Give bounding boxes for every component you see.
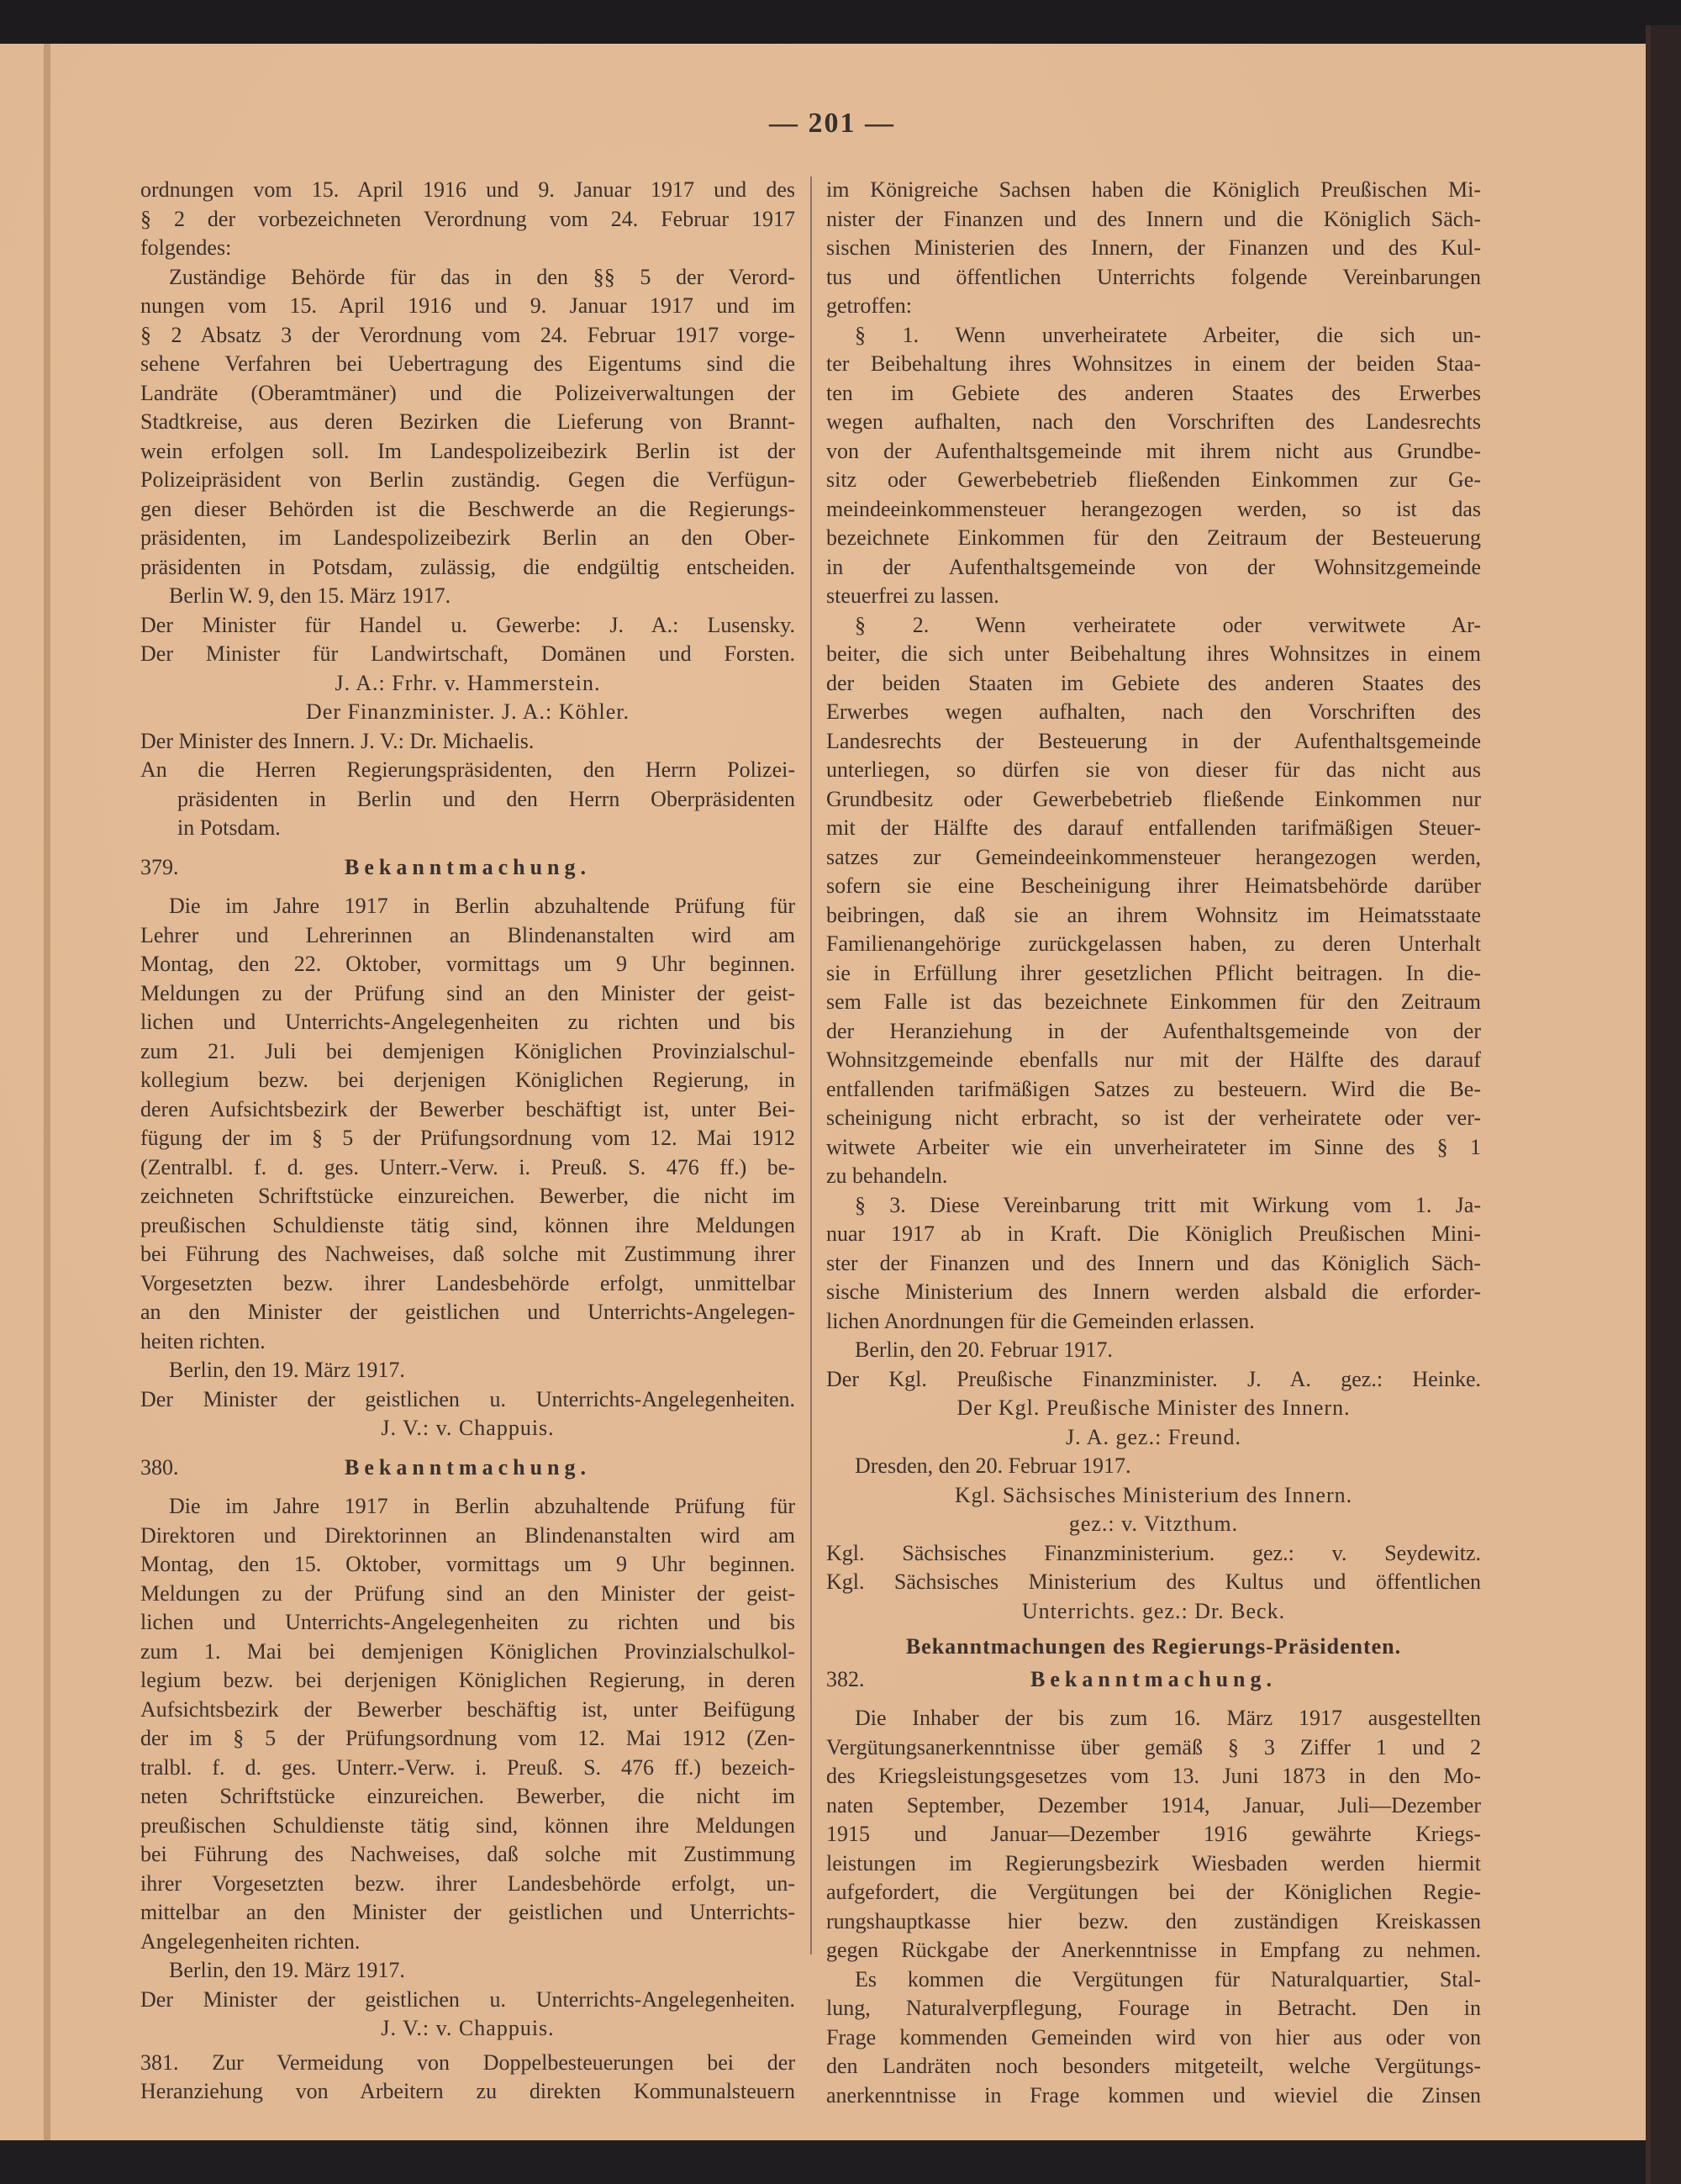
text-line: rungshauptkasse hier bezw. den zuständigen Kreiskassen [826, 1908, 1481, 1933]
text-line: deren Aufsichtsbezirk der Bewerber beschäftigt ist, unter Bei- [140, 1096, 795, 1121]
date-line: Berlin W. 9, den 15. März 1917. [169, 583, 451, 608]
text-line: tus und öffentlichen Unterrichts folgende Vereinbarungen [826, 264, 1481, 289]
text-line: preußischen Schuldienste tätig sind, können ihre Meldungen [140, 1812, 795, 1838]
text-line: kollegium bezw. bei derjenigen Königlichen Regierung, in [140, 1068, 795, 1092]
text-line: zum 1. Mai bei demjenigen Königlichen Provinzialschulkol- [140, 1638, 795, 1664]
text-line: sie in Erfüllung ihrer gesetzlichen Pflicht beitragen. In die- [826, 960, 1481, 985]
signature-line: gez.: v. Vitzthum. [1068, 1511, 1239, 1536]
text-line: Kgl. Sächsisches Finanzministerium. gez.: v. Seydewitz. [826, 1540, 1481, 1565]
text-line: präsidenten in Potsdam, zulässig, die endgültig entscheiden. [140, 554, 795, 579]
text-line: gen dieser Behörden ist die Beschwerde an die Regierungs- [140, 496, 795, 521]
text-line: scheinigung nicht erbracht, so ist der verheiratete oder ver- [826, 1105, 1481, 1130]
text-line: Es kommen die Vergütungen für Naturalquartier, Stal- [855, 1966, 1481, 1991]
text-line: Landesrechts der Besteuerung in der Aufenthaltsgemeinde [826, 728, 1481, 753]
text-line: beibringen, daß sie an ihrem Wohnsitz im Heimatsstaate [826, 902, 1481, 927]
text-line: Die im Jahre 1917 in Berlin abzuhaltende Prüfung für [169, 1494, 795, 1518]
text-line: Die Inhaber der bis zum 16. März 1917 ausgestellten [855, 1706, 1481, 1730]
text-line: satzes zur Gemeindeeinkommensteuer herangezogen werden, [826, 844, 1481, 869]
page-gutter-fold [44, 44, 50, 2140]
announcement-title: Bekanntmachung. [345, 854, 591, 879]
text-line: leistungen im Regierungsbezirk Wiesbaden werden hiermit [826, 1850, 1481, 1875]
text-line: ten im Gebiete des anderen Staates des Erwerbes [826, 380, 1481, 405]
text-line: Direktoren und Direktorinnen an Blindenanstalten wird am [140, 1522, 795, 1548]
text-line: Lehrer und Lehrerinnen an Blindenanstalten wird am [140, 922, 795, 947]
signature-line: J. A.: Frhr. v. Hammerstein. [335, 670, 601, 695]
text-line: den Landräten noch besonders mitgeteilt, welche Vergütungs- [826, 2054, 1481, 2078]
text-line: präsidenten in Berlin und den Herrn Oberpräsidenten [177, 786, 795, 811]
text-line: Zuständige Behörde für das in den §§ 5 der Verord- [169, 264, 795, 289]
text-line: wein erfolgen soll. Im Landespolizeibezirk Berlin ist der [140, 438, 795, 463]
text-line: Erwerbes wegen aufhalten, nach den Vorschriften des [826, 699, 1481, 724]
text-line: der beiden Staaten im Gebiete des anderen Staates des [826, 670, 1481, 695]
text-line: § 3. Diese Vereinbarung tritt mit Wirkung vom 1. Ja- [855, 1192, 1481, 1217]
text-line: heiten richten. [140, 1328, 266, 1353]
section-title: Bekanntmachungen des Regierungs-Präsidenten. [905, 1634, 1402, 1659]
text-line: zeichneten Schriftstücke einzureichen. Bewerber, die nicht im [140, 1184, 795, 1208]
text-line: § 2. Wenn verheiratete oder verwitwete Ar- [855, 612, 1481, 637]
text-line: lichen und Unterrichts-Angelegenheiten zu richten und bis [140, 1010, 795, 1034]
text-line: des Kriegsleistungsgesetzes vom 13. Juni 1873 in den Mo- [826, 1764, 1481, 1788]
text-line: im Königreiche Sachsen haben die Königlich Preußischen Mi- [826, 177, 1481, 202]
announcement-number: 382. [826, 1666, 865, 1691]
text-line: bei Führung des Nachweises, daß solche mit Zustimmung [140, 1842, 795, 1866]
date-line: Berlin, den 19. März 1917. [169, 1958, 405, 1982]
text-line: Familienangehörige zurückgelassen haben, zu deren Unterhalt [826, 931, 1481, 956]
date-line: Berlin, den 19. März 1917. [169, 1358, 405, 1382]
text-line: Der Minister für Handel u. Gewerbe: J. A.: Lusensky. [140, 612, 795, 637]
signature-line: Der Finanzminister. J. A.: Köhler. [306, 699, 630, 724]
text-line: in Potsdam. [177, 815, 281, 840]
text-line: unterliegen, so dürfen sie von dieser für das nicht aus [826, 757, 1481, 782]
text-line: sischen Ministerien des Innern, der Finanzen und des Kul- [826, 235, 1481, 260]
text-line: lichen Anordnungen für die Gemeinden erlassen. [826, 1308, 1255, 1333]
text-line: der im § 5 der Prüfungsordnung vom 12. Mai 1912 (Zen- [140, 1726, 795, 1750]
text-line: sehene Verfahren bei Uebertragung des Eigentums sind die [140, 351, 795, 376]
text-line: aufgefordert, die Vergütungen bei der Königlichen Regie- [826, 1880, 1481, 1904]
text-line: preußischen Schuldienste tätig sind, können ihre Meldungen [140, 1212, 795, 1237]
text-line: folgendes: [140, 235, 232, 260]
text-line: mittelbar an den Minister der geistlichen und Unterrichts- [140, 1900, 795, 1924]
text-line: § 2 der vorbezeichneten Verordnung vom 24. Februar 1917 [140, 206, 795, 231]
text-line: ster der Finanzen und des Innern und das Königlich Säch- [826, 1250, 1481, 1275]
text-line: fügung der im § 5 der Prüfungsordnung vom 12. Mai 1912 [140, 1126, 795, 1150]
text-line: Grundbesitz oder Gewerbebetrieb fließende Einkommen nur [826, 786, 1481, 811]
announcement-heading [826, 1665, 1481, 1695]
date-line: Berlin, den 20. Februar 1917. [855, 1337, 1113, 1362]
text-line: tralbl. f. d. ges. Unterr.-Verw. i. Preuß. S. 476 ff.) bezeich- [140, 1754, 795, 1780]
signature-line: J. V.: v. Chappuis. [381, 2016, 555, 2040]
text-line: Der Minister für Landwirtschaft, Domänen und Forsten. [140, 641, 795, 666]
text-line: Angelegenheiten richten. [140, 1928, 361, 1954]
text-line: Wohnsitzgemeinde ebenfalls nur mit der Hälfte des darauf [826, 1047, 1481, 1072]
text-line: mit der Hälfte des darauf entfallenden tarifmäßigen Steuer- [826, 815, 1481, 840]
announcement-number: 380. [140, 1454, 179, 1480]
text-line: § 1. Wenn unverheiratete Arbeiter, die sich un- [855, 322, 1481, 347]
text-line: § 2 Absatz 3 der Verordnung vom 24. Februar 1917 vorge- [140, 322, 795, 347]
signature-line: J. V.: v. Chappuis. [381, 1416, 555, 1440]
text-line: neten Schriftstücke einzureichen. Bewerber, die nicht im [140, 1784, 795, 1808]
text-line: lung, Naturalverpflegung, Fourage in Betracht. Den in [826, 1996, 1481, 2020]
text-line: sofern sie eine Bescheinigung ihrer Heimatsbehörde darüber [826, 873, 1481, 898]
announcement-title: Bekanntmachung. [1030, 1666, 1277, 1691]
text-line: sitz oder Gewerbebetrieb fließenden Einkommen zur Ge- [826, 467, 1481, 492]
text-line: Vergütungsanerkenntnisse über gemäß § 3 Ziffer 1 und 2 [826, 1734, 1481, 1759]
book-cover-edge [1646, 25, 1681, 2184]
text-line: lichen und Unterrichts-Angelegenheiten zu richten und bis [140, 1610, 795, 1634]
text-line: Meldungen zu der Prüfung sind an den Minister der geist- [140, 1580, 795, 1606]
text-line: entfallenden tarifmäßigen Satzes zu besteuern. Wird die Be- [826, 1076, 1481, 1101]
text-line: Aufsichtsbezirk der Bewerber beschäftig ist, unter Beifügung [140, 1696, 795, 1722]
text-line: witwete Arbeiter wie ein unverheirateter im Sinne des § 1 [826, 1134, 1481, 1159]
text-line: wegen aufhalten, nach den Vorschriften des Landesrechts [826, 409, 1481, 434]
signature-line: Der Kgl. Preußische Minister des Innern. [956, 1395, 1351, 1420]
date-line: Dresden, den 20. Februar 1917. [855, 1453, 1131, 1478]
text-line: 381. Zur Vermeidung von Doppelbesteuerungen bei der [140, 2049, 795, 2075]
scan-background-top [0, 0, 1681, 44]
text-line: nister der Finanzen und des Innern und die Königlich Säch- [826, 206, 1481, 231]
text-line: Vorgesetzten bezw. ihrer Landesbehörde erfolgt, unmittelbar [140, 1270, 795, 1295]
announcement-title: Bekanntmachung. [345, 1454, 591, 1480]
text-line: (Zentralbl. f. d. ges. Unterr.-Verw. i. Preuß. S. 476 ff.) be- [140, 1154, 795, 1179]
text-line: bei Führung des Nachweises, daß solche mit Zustimmung ihrer [140, 1242, 795, 1266]
text-line: Polizeipräsident von Berlin zuständig. Gegen die Verfügun- [140, 467, 795, 492]
text-line: der Heranziehung in der Aufenthaltsgemeinde von der [826, 1018, 1481, 1043]
text-line: ter Beibehaltung ihres Wohnsitzes in einem der beiden Staa- [826, 351, 1481, 376]
text-line: Meldungen zu der Prüfung sind an den Minister der geist- [140, 980, 795, 1005]
text-line: an den Minister der geistlichen und Unterrichts-Angelegen- [140, 1300, 795, 1324]
page-number: — 201 — [769, 108, 895, 139]
text-line: sische Ministerium des Innern werden alsbald die erforder- [826, 1279, 1481, 1304]
text-line: Frage kommenden Gemeinden wird von hier aus oder von [826, 2024, 1481, 2049]
text-line: gegen Rückgabe der Anerkenntnisse in Empfang zu nehmen. [826, 1938, 1481, 1962]
text-line: in der Aufenthaltsgemeinde von der Wohnsitzgemeinde [826, 554, 1481, 579]
signature-line: J. A. gez.: Freund. [1066, 1424, 1241, 1449]
right-column [826, 176, 1481, 2110]
announcement-heading [140, 1453, 795, 1483]
text-line: ihrer Vorgesetzten bezw. ihrer Landesbehörde erfolgt, un- [140, 1870, 795, 1896]
text-line: nuar 1917 ab in Kraft. Die Königlich Preußischen Mini- [826, 1221, 1481, 1246]
text-line: steuerfrei zu lassen. [826, 583, 999, 608]
text-line: Montag, den 22. Oktober, vormittags um 9 Uhr beginnen. [140, 952, 795, 976]
left-column [140, 176, 795, 2107]
text-line: anerkenntnisse in Frage kommen und wieviel die Zinsen [826, 2082, 1481, 2108]
text-line: ordnungen vom 15. April 1916 und 9. Januar 1917 und des [140, 177, 795, 202]
text-line: beiter, die sich unter Beibehaltung ihres Wohnsitzes in einem [826, 641, 1481, 666]
signature-line: Kgl. Sächsisches Ministerium des Innern. [954, 1482, 1353, 1507]
text-line: bezeichnete Einkommen für den Zeitraum der Besteuerung [826, 525, 1481, 550]
text-line: sem Falle ist das bezeichnete Einkommen für den Zeitraum [826, 989, 1481, 1014]
column-divider [810, 177, 812, 1955]
text-line: Der Minister des Innern. J. V.: Dr. Michaelis. [140, 728, 535, 753]
text-line: Der Minister der geistlichen u. Unterrichts-Angelegenheiten. [140, 1986, 795, 2012]
text-line: Landräte (Oberamtmäner) und die Polizeiverwaltungen der [140, 380, 795, 405]
text-line: Die im Jahre 1917 in Berlin abzuhaltende Prüfung für [169, 894, 795, 918]
text-line: 1915 und Januar—Dezember 1916 gewährte Kriegs- [826, 1822, 1481, 1846]
text-line: Kgl. Sächsisches Ministerium des Kultus und öffentlichen [826, 1569, 1481, 1594]
text-line: zu behandeln. [826, 1163, 948, 1188]
signature-line: Unterrichts. gez.: Dr. Beck. [1021, 1598, 1286, 1623]
announcement-heading [140, 853, 795, 883]
text-line: präsidenten, im Landespolizeibezirk Berlin an den Ober- [140, 525, 795, 550]
text-line: getroffen: [826, 293, 913, 318]
text-line: meindeeinkommensteuer herangezogen werden, so ist das [826, 496, 1481, 521]
text-line: Der Kgl. Preußische Finanzminister. J. A. gez.: Heinke. [826, 1366, 1481, 1391]
announcement-number: 379. [140, 854, 179, 879]
text-line: zum 21. Juli bei demjenigen Königlichen Provinzialschul- [140, 1038, 795, 1063]
text-line: nungen vom 15. April 1916 und 9. Januar 1917 und im [140, 293, 795, 318]
text-line: Der Minister der geistlichen u. Unterrichts-Angelegenheiten. [140, 1386, 795, 1411]
text-line: naten September, Dezember 1914, Januar, Juli—Dezember [826, 1792, 1481, 1817]
text-line: von der Aufenthaltsgemeinde mit ihrem nicht aus Grundbe- [826, 438, 1481, 463]
text-line: legium bezw. bei derjenigen Königlichen Regierung, in deren [140, 1668, 795, 1692]
text-line: Heranziehung von Arbeitern zu direkten Kommunalsteuern [140, 2079, 795, 2103]
text-line: Montag, den 15. Oktober, vormittags um 9 Uhr beginnen. [140, 1552, 795, 1576]
text-line: An die Herren Regierungspräsidenten, den Herrn Polizei- [140, 757, 795, 782]
text-line: Stadtkreise, aus deren Bezirken die Lieferung von Brannt- [140, 409, 795, 434]
